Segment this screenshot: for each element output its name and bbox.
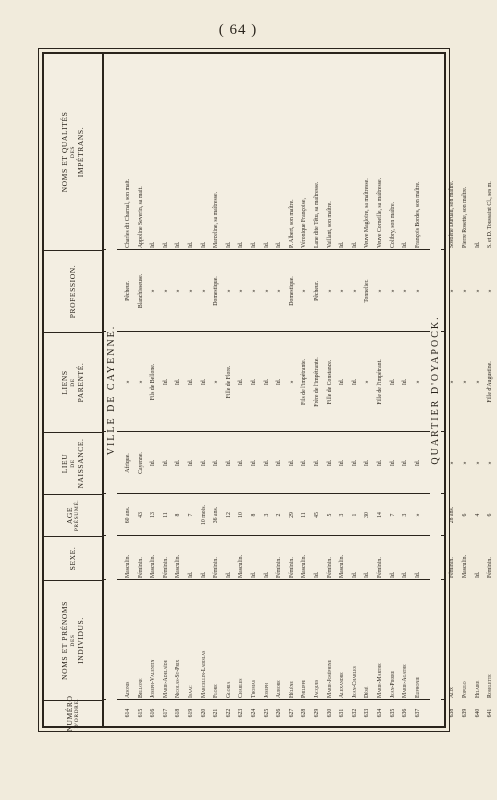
row-lieu: » [449,461,456,465]
row-sexe: Id. [188,571,194,578]
header-numero-sub: D'ORDRE. [74,698,81,729]
page-number: ( 64 ) [218,22,258,38]
row-sexe: Féminin. [449,557,456,578]
row-lieu: Id. [402,459,409,467]
row-lieu: Id. [339,459,346,467]
header-liens-line2: DE [69,378,76,387]
row-sexe: Féminin. [288,557,295,578]
row-profession: Pêcheur. [314,281,320,301]
row-number: 629 [314,708,320,718]
row-profession: » [351,289,358,293]
row-lieu: Id. [200,459,207,467]
row-name: Joseph [263,683,270,698]
row-profession: » [162,289,169,293]
table-row [223,54,236,726]
row-name: Jean-Pierre [389,670,396,698]
table-row [336,54,349,726]
row-impetrant: Id. [276,241,283,248]
row-sexe: Féminin. [137,557,144,578]
row-profession: » [225,289,232,293]
table-row [412,54,425,726]
row-number: 628 [301,708,308,718]
row-age: 5 [326,513,333,517]
row-lieu: Id. [188,459,194,467]
table-row [235,54,248,726]
row-profession: Tonnelier. [364,279,371,303]
row-impetrant: Colibry, son maître. [389,202,396,248]
row-number: 624 [251,708,257,718]
row-name: Hélène [288,681,295,698]
row-lieu: Cayenne. [137,452,144,474]
row-impetrant: Vaillant, son maître. [326,201,333,248]
row-liens: » [137,380,144,384]
header-profession-label: PROFESSION. [68,264,78,319]
row-impetrant: Id. [200,241,207,248]
row-name: Désé [364,686,371,698]
row-age: 12 [225,512,232,518]
table-row [135,54,148,726]
row-name: Marie-Marthe [377,663,383,698]
rotated-table-content [44,54,494,732]
row-age: 2 [276,513,283,517]
header-age-line1: AGE [64,506,74,525]
row-number: 625 [263,708,270,718]
header-noms-line1: NOMS ET PRÉNOMS [60,601,70,680]
row-sexe: Masculin. [175,554,182,578]
header-liens-line1: LIENS [60,370,70,395]
table-row [298,54,311,726]
row-number: 637 [414,708,421,718]
table-row [147,54,160,726]
row-number: 622 [225,708,232,718]
row-age: 10 mois. [200,505,207,525]
row-impetrant: Id. [150,241,157,248]
table-row [261,54,274,726]
row-number: 619 [188,708,194,718]
row-profession: » [238,289,245,293]
row-number: 638 [449,708,456,718]
row-age: 8 [251,513,257,517]
row-impetrant: Id. [402,241,409,248]
row-lieu: Id. [150,459,157,467]
row-profession: » [414,289,421,293]
row-age: 29 [288,512,295,518]
row-sexe: Féminin. [162,557,169,578]
row-sexe: Féminin. [487,557,494,578]
header-impt-line2: DES [69,145,76,159]
row-impetrant: Marceline, sa maîtresse. [213,191,220,248]
row-name: Jean-Charles [351,666,358,698]
row-age: 13 [150,512,157,518]
row-impetrant: P. Albert, son maître. [288,199,295,248]
row-sexe: Id. [414,571,421,578]
row-lieu: Id. [377,459,383,467]
table-row [122,54,135,726]
row-sexe: Id. [314,571,320,578]
row-sexe: Id. [200,571,207,578]
row-liens: Id. [339,378,346,386]
row-age: 3 [263,513,270,517]
row-impetrant: Sostiène Duruau, son maître. [449,180,456,248]
row-lieu: Id. [326,459,333,467]
row-profession: » [487,289,494,293]
row-name: Isaac [188,685,194,698]
row-liens: » [462,380,468,384]
row-name: Roselette [487,674,494,698]
row-liens: Id. [162,378,169,386]
row-profession: » [263,289,270,293]
row-liens: Id. [175,378,182,386]
row-profession: » [150,289,157,293]
row-name: Charles [238,678,245,698]
table-row [484,54,497,726]
row-number: 617 [162,708,169,718]
row-lieu: Id. [351,459,358,467]
row-sexe: Féminin. [326,557,333,578]
row-age: 1 [351,513,358,517]
row-impetrant: Id. [263,241,270,248]
row-name: Joseph-Valentin [150,659,157,698]
row-impetrant: Id. [175,241,182,248]
row-number: 634 [377,708,383,718]
row-age: 3 [339,513,346,517]
row-profession: » [188,289,194,293]
row-liens: Fille d'Augustine. [487,361,494,403]
row-sexe: Masculin. [339,554,346,578]
row-liens: Id. [238,378,245,386]
table-row [472,54,485,726]
row-number: 635 [389,708,396,718]
row-liens: Id. [251,378,257,386]
row-lieu: Id. [162,459,169,467]
row-lieu: » [462,461,468,465]
row-liens: Fille de Flore. [225,365,232,399]
header-lieu-line2: DE [69,459,76,468]
row-sexe: Féminin. [276,557,283,578]
row-sexe: Féminin. [377,557,383,578]
row-liens: Id. [402,378,409,386]
row-sexe: Id. [263,571,270,578]
row-profession: » [301,289,308,293]
row-impetrant: Veuve Corneille, sa maîtresse. [377,177,383,248]
table-row [374,54,387,726]
row-impetrant: Id. [339,241,346,248]
table-row [160,54,173,726]
row-impetrant: Id. [238,241,245,248]
row-name: Bellone [137,678,144,698]
table-row [185,54,198,726]
row-name: Flore [213,684,220,698]
row-liens: Id. [188,378,194,386]
row-liens: Frère de l'impétrante. [314,357,320,407]
row-profession: » [326,289,333,293]
header-lieu [44,432,102,494]
row-lieu: Id. [213,459,220,467]
row-sexe: Id. [364,571,371,578]
header-numero-label: NUMÉRO [64,695,74,732]
row-liens: Id. [263,378,270,386]
header-profession [44,250,102,332]
row-number: 641 [487,708,494,718]
row-impetrant: Appoline Severin, sa mait. [137,186,144,248]
row-impetrant: Charles dit Charnal, son mait. [125,178,131,248]
row-profession: Pêcheur. [125,281,131,301]
row-number: 614 [125,708,131,718]
row-name: Jacques [314,679,320,698]
row-liens: » [449,380,456,384]
table-header [44,54,104,732]
row-name: Marcellin-Ladislas [200,650,207,698]
row-age: 45 [314,512,320,518]
row-sexe: Id. [251,571,257,578]
row-liens: » [125,380,131,384]
row-number: 639 [462,708,468,718]
table-body [104,54,494,726]
table-row [387,54,400,726]
row-impetrant: Id. [188,241,194,248]
row-number: 640 [474,708,481,718]
table-row [324,54,337,726]
row-number: 627 [288,708,295,718]
row-lieu: » [474,461,481,465]
row-liens: » [474,380,481,384]
row-age: 11 [162,512,169,518]
row-sexe: Id. [474,571,481,578]
row-number: 633 [364,708,371,718]
table-row [248,54,261,726]
row-liens: Id. [276,378,283,386]
row-age: 7 [389,513,396,517]
row-lieu: » [487,461,494,465]
row-number: 620 [200,708,207,718]
row-name: Alexandre [339,672,346,698]
row-number: 632 [351,708,358,718]
row-impetrant: François Bordes, son maître. [414,181,421,248]
row-name: Marie-Agathe [402,664,409,698]
row-name: Marie-Adelaïde [162,660,169,698]
row-age: 28 ans. [449,506,456,524]
row-impetrant: Veuve Magloire, sa maîtresse. [364,178,371,248]
row-profession: » [251,289,257,293]
row-age: 60 ans. [125,506,131,524]
header-impetrans [44,54,102,250]
row-impetrant: S. et D. Toussaint Cl., ses m. [487,181,494,248]
row-name: Thomas [251,680,257,698]
row-age: 6 [462,513,468,517]
row-lieu: Id. [263,459,270,467]
table-row [349,54,362,726]
section-title: QUARTIER D'OYAPOCK. [430,54,441,726]
row-name: Hilaire [474,680,481,698]
table-row [286,54,299,726]
row-name: Aurore [276,680,283,698]
row-profession: » [175,289,182,293]
row-liens: » [364,380,371,384]
row-name: Populo [462,681,468,698]
row-impetrant: Id. [351,241,358,248]
table-row [399,54,412,726]
row-sexe: Masculin. [150,554,157,578]
header-impt-line3: IMPÉTRANS. [76,126,86,178]
row-impetrant: Id. [162,241,169,248]
row-liens: Id. [389,378,396,386]
row-age: 11 [301,512,308,518]
table-row [210,54,223,726]
row-name: Marie-Joséphine [326,659,333,698]
row-liens: Fille de Constance. [326,359,333,405]
header-lieu-line1: LIEU [60,453,70,474]
row-age: 43 [137,512,144,518]
row-liens: » [414,380,421,384]
row-age: 3 [402,513,409,517]
row-age: 6 [487,513,494,517]
row-name: Gloria [225,681,232,698]
row-sexe: Id. [389,571,396,578]
row-profession: » [474,289,481,293]
row-number: 621 [213,708,220,718]
header-numero [44,695,102,732]
row-lieu: Id. [238,459,245,467]
row-number: 618 [175,708,182,718]
row-sexe: Id. [225,571,232,578]
row-impetrant: Lane dite Têtu, sa maîtresse. [314,181,320,248]
row-age: 36 ans. [213,506,220,524]
row-liens: Fille de l'impétrant. [377,359,383,405]
row-number: 630 [326,708,333,718]
row-impetrant: Pierre Rosette, son maître. [462,186,468,248]
header-noms-line3: INDIVIDUS. [76,617,86,664]
row-age: 14 [377,512,383,518]
row-number: 616 [150,708,157,718]
row-lieu: Id. [225,459,232,467]
header-age [44,494,102,536]
row-lieu: Id. [389,459,396,467]
section-title: VILLE DE CAYENNE. [106,54,117,726]
row-profession: » [462,289,468,293]
table-row [361,54,374,726]
header-sexe [44,536,102,580]
row-name: Adonis [125,681,131,698]
row-sexe: Id. [351,571,358,578]
row-profession: » [402,289,409,293]
table-row [172,54,185,726]
table-row [198,54,211,726]
row-sexe: Masculin. [462,554,468,578]
header-noms-line2: DES [69,634,76,647]
row-lieu: Id. [276,459,283,467]
row-liens: Fils de l'impétrante. [301,359,308,405]
row-liens: Id. [200,378,207,386]
row-number: 623 [238,708,245,718]
row-impetrant: Véronique Françoise, [301,198,308,248]
row-impetrant: Id. [251,241,257,248]
row-lieu: Afrique. [125,453,131,473]
row-sexe: Féminin. [213,557,220,578]
table-row [273,54,286,726]
row-sexe: Masculin. [125,554,131,578]
row-age: 10 [238,512,245,518]
row-age: 8 [175,513,182,517]
row-profession: Domestique. [288,276,295,306]
header-liens-line3: PARENTÉ. [76,362,86,403]
row-number: 631 [339,708,346,718]
header-sexe-label: SEXE. [68,546,78,571]
row-profession: » [389,289,396,293]
row-liens: » [288,380,295,384]
row-lieu: Id. [301,459,308,467]
row-impetrant: Id. [474,241,481,248]
row-profession: » [200,289,207,293]
row-profession: » [377,289,383,293]
row-sexe: Masculin. [301,554,308,578]
row-profession: » [449,289,456,293]
header-impt-line1: NOMS ET QUALITÉS [60,111,70,193]
row-liens: Id. [351,378,358,386]
row-age: 30 [364,512,371,518]
row-lieu: Id. [175,459,182,467]
table-row [446,54,459,726]
row-age: » [414,513,421,517]
row-profession: Blanchisseuse. [137,273,144,309]
row-number: 626 [276,708,283,718]
row-age: 7 [188,513,194,517]
row-profession: » [276,289,283,293]
header-liens [44,332,102,432]
row-lieu: Id. [288,459,295,467]
table-row [311,54,324,726]
row-impetrant: Id. [225,241,232,248]
row-name: Nicolas-St-Prix [175,659,182,698]
row-lieu: Id. [364,459,371,467]
row-sexe: Id. [402,571,409,578]
header-noms [44,580,102,700]
row-name: Philippe [301,679,308,698]
row-lieu: Id. [314,459,320,467]
header-age-line2: PRÉSUMÉ. [74,499,81,532]
row-lieu: Id. [251,459,257,467]
row-lieu: Id. [414,459,421,467]
table-row [459,54,472,726]
header-lieu-line3: NAISSANCE. [76,438,86,489]
row-number: 636 [402,708,409,718]
row-profession: Domestique. [213,276,220,306]
row-profession: » [339,289,346,293]
row-name: Alix [449,687,456,698]
row-liens: » [213,380,220,384]
row-liens: Fils de Bellone. [150,363,157,401]
row-sexe: Masculin. [238,554,245,578]
row-number: 615 [137,708,144,718]
register-table [42,52,494,732]
row-name: Euphonie [414,676,421,698]
row-age: 4 [474,513,481,517]
